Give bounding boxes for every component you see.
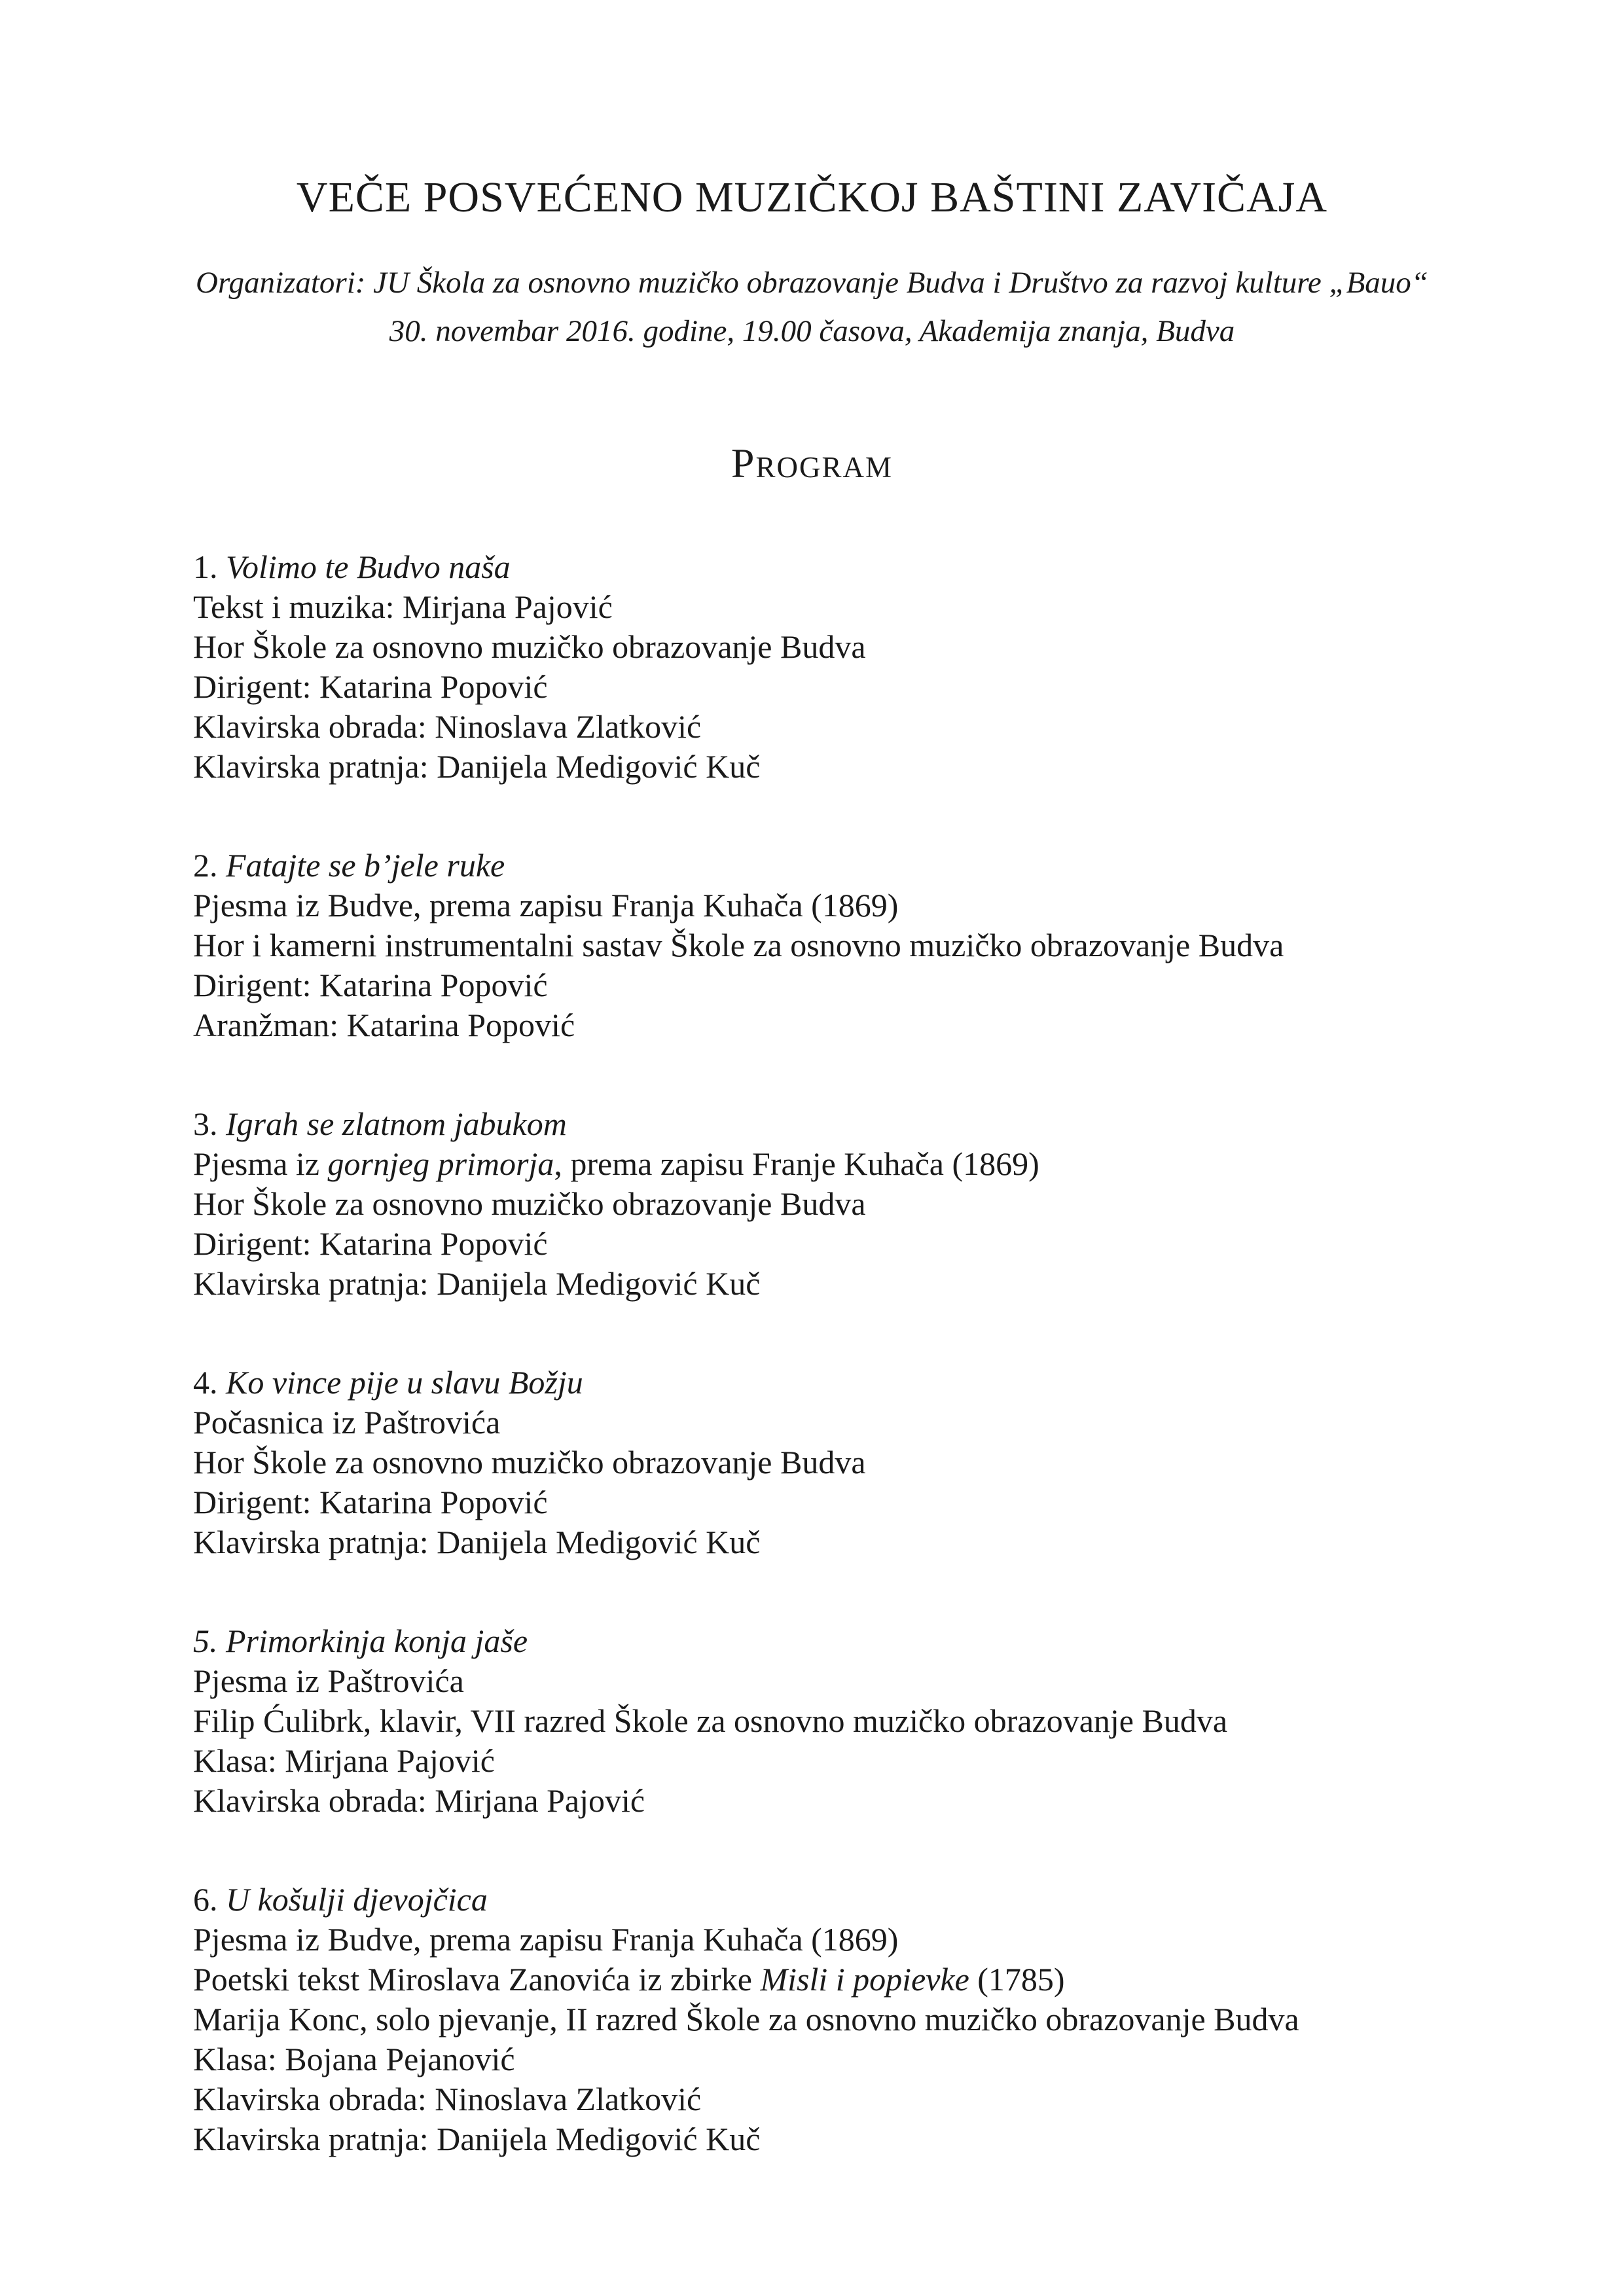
item-detail: Hor i kamerni instrumentalni sastav Škole za osnovno muzičko obrazovanje Budva <box>193 927 1284 963</box>
item-detail: Tekst i muzika: Mirjana Pajović <box>193 588 613 625</box>
item-number: 2. <box>193 847 218 884</box>
item-detail-italic: gornjeg primorja <box>327 1145 554 1182</box>
item-title-line <box>193 1621 1502 1661</box>
item-detail-italic: Misli i popievke <box>760 1961 969 1998</box>
item-title-line <box>193 1363 1502 1403</box>
item-detail-text: (1785) <box>969 1961 1065 1998</box>
item-title: Ko vince pije u slavu Božju <box>226 1364 583 1401</box>
item-title: Primorkinja konja jaše <box>226 1623 528 1659</box>
item-number: 4. <box>193 1364 218 1401</box>
item-detail: Klavirska pratnja: Danijela Medigović Kuč <box>193 748 761 785</box>
item-detail <box>193 1960 1502 2000</box>
item-detail: Klasa: Mirjana Pajović <box>193 1742 495 1779</box>
item-detail: Pjesma iz Budve, prema zapisu Franja Kuhača (1869) <box>193 887 899 924</box>
item-number: 6. <box>193 1881 218 1918</box>
item-detail: Filip Ćulibrk, klavir, VII razred Škole za osnovno muzičko obrazovanje Budva <box>193 1702 1228 1739</box>
item-detail: Dirigent: Katarina Popović <box>193 1225 548 1262</box>
item-detail: Klavirska pratnja: Danijela Medigović Kuč <box>193 1265 761 1302</box>
organizers-line: Organizatori: JU Škola za osnovno muzičko obrazovanje Budva i Društvo za razvoj kulture „Bauo“ <box>196 266 1428 300</box>
item-detail: Klavirska obrada: Mirjana Pajović <box>193 1782 645 1819</box>
item-number: 5. <box>193 1623 218 1659</box>
item-detail: Klasa: Bojana Pejanović <box>193 2041 515 2077</box>
item-detail: Hor Škole za osnovno muzičko obrazovanje Budva <box>193 1444 866 1480</box>
item-title: Igrah se zlatnom jabukom <box>226 1105 567 1142</box>
item-detail: Klavirska pratnja: Danijela Medigović Kuč <box>193 1524 761 1560</box>
item-title-line <box>193 846 1502 886</box>
item-detail: Hor Škole za osnovno muzičko obrazovanje Budva <box>193 1185 866 1222</box>
item-detail-text: , prema zapisu Franje Kuhača (1869) <box>554 1145 1039 1182</box>
item-detail: Aranžman: Katarina Popović <box>193 1007 575 1043</box>
program-item-3 <box>193 1104 1502 1304</box>
item-number: 1. <box>193 548 218 585</box>
item-detail: Dirigent: Katarina Popović <box>193 668 548 705</box>
item-title: Fatajte se b’jele ruke <box>226 847 505 884</box>
item-detail: Dirigent: Katarina Popović <box>193 967 548 1003</box>
item-detail: Klavirska obrada: Ninoslava Zlatković <box>193 708 702 745</box>
item-detail: Marija Konc, solo pjevanje, II razred Škole za osnovno muzičko obrazovanje Budva <box>193 2001 1299 2037</box>
program-item-4 <box>193 1363 1502 1562</box>
item-detail: Počasnica iz Paštrovića <box>193 1404 501 1441</box>
item-title-line <box>193 547 1502 587</box>
date-place-line: 30. novembar 2016. godine, 19.00 časova, Akademija znanja, Budva <box>389 314 1235 348</box>
program-heading: Program <box>731 440 893 486</box>
program-list <box>193 547 1502 2218</box>
item-detail-text: Poetski tekst Miroslava Zanovića iz zbirke <box>193 1961 761 1998</box>
item-detail <box>193 1144 1502 1184</box>
program-item-5 <box>193 1621 1502 1821</box>
item-detail: Dirigent: Katarina Popović <box>193 1484 548 1520</box>
item-detail-text: Pjesma iz <box>193 1145 328 1182</box>
program-item-1 <box>193 547 1502 787</box>
item-detail: Pjesma iz Paštrovića <box>193 1662 464 1699</box>
item-number: 3. <box>193 1105 218 1142</box>
item-detail: Hor Škole za osnovno muzičko obrazovanje Budva <box>193 628 866 665</box>
item-title-line <box>193 1104 1502 1144</box>
item-detail: Pjesma iz Budve, prema zapisu Franja Kuhača (1869) <box>193 1921 899 1958</box>
program-item-2 <box>193 846 1502 1045</box>
item-detail: Klavirska pratnja: Danijela Medigović Kuč <box>193 2121 761 2157</box>
program-item-6 <box>193 1880 1502 2159</box>
document-title: VEČE POSVEĆENO MUZIČKOJ BAŠTINI ZAVIČAJA <box>296 173 1328 221</box>
item-title: U košulji djevojčica <box>226 1881 488 1918</box>
item-title-line <box>193 1880 1502 1920</box>
item-detail: Klavirska obrada: Ninoslava Zlatković <box>193 2081 702 2117</box>
item-title: Volimo te Budvo naša <box>226 548 511 585</box>
